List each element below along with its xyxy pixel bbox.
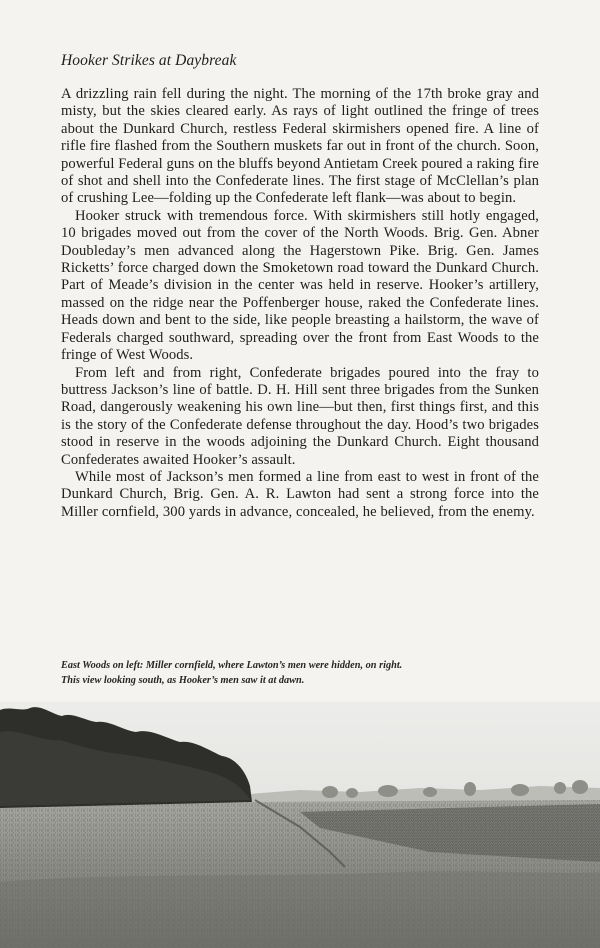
body-text [61,86,539,521]
caption-line: East Woods on left: Miller cornfield, where Lawton’s men were hidden, on right. [61,660,403,671]
photo-caption [61,658,541,688]
paragraph: From left and from right, Confederate brigades poured into the fray to buttress Jackson’s line of battle. D. H. Hill sent three brigades from the Sunken Road, dangerously weakening his own line—but then, first things first, and this is the story of the Confederate defense throughout the day. Hood’s two brigades stood in reserve in the woods adjoining the Dunkard Church. Eight thousand Confederates awaited Hooker’s assault. [61,364,539,468]
section-heading: Hooker Strikes at Daybreak [61,52,237,69]
caption-line: This view looking south, as Hooker’s men saw it at dawn. [61,675,305,686]
landscape-photo [0,702,600,948]
paragraph: A drizzling rain fell during the night. The morning of the 17th broke gray and misty, but the skies cleared early. As rays of light outlined the fringe of trees about the Dunkard Church, restless Federal skirmishers opened fire. A line of rifle fire flashed from the Southern muskets far out in front of the church. Soon, powerful Federal guns on the bluffs beyond Antietam Creek poured a raking fire of shot and shell into the Confederate lines. The first stage of McClellan’s plan of crushing Lee—folding up the Confederate left flank—was about to begin. [61,86,539,207]
paragraph: While most of Jackson’s men formed a line from east to west in front of the Dunkard Church, Brig. Gen. A. R. Lawton had sent a strong force into the Miller cornfield, 300 yards in advance, concealed, he believed, from the enemy. [61,468,539,520]
paragraph: Hooker struck with tremendous force. With skirmishers still hotly engaged, 10 brigades moved out from the cover of the North Woods. Brig. Gen. Abner Doubleday’s men advanced along the Hagerstown Pike. Brig. Gen. James Ricketts’ force charged down the Smoketown road toward the Dunkard Church. Part of Meade’s division in the center was held in reserve. Hooker’s artillery, massed on the ridge near the Poffenberger house, raked the Confederate lines. Heads down and bent to the side, like people breasting a hailstorm, the wave of Federals charged southward, spreading over the front from East Woods to the fringe of West Woods. [61,207,539,364]
